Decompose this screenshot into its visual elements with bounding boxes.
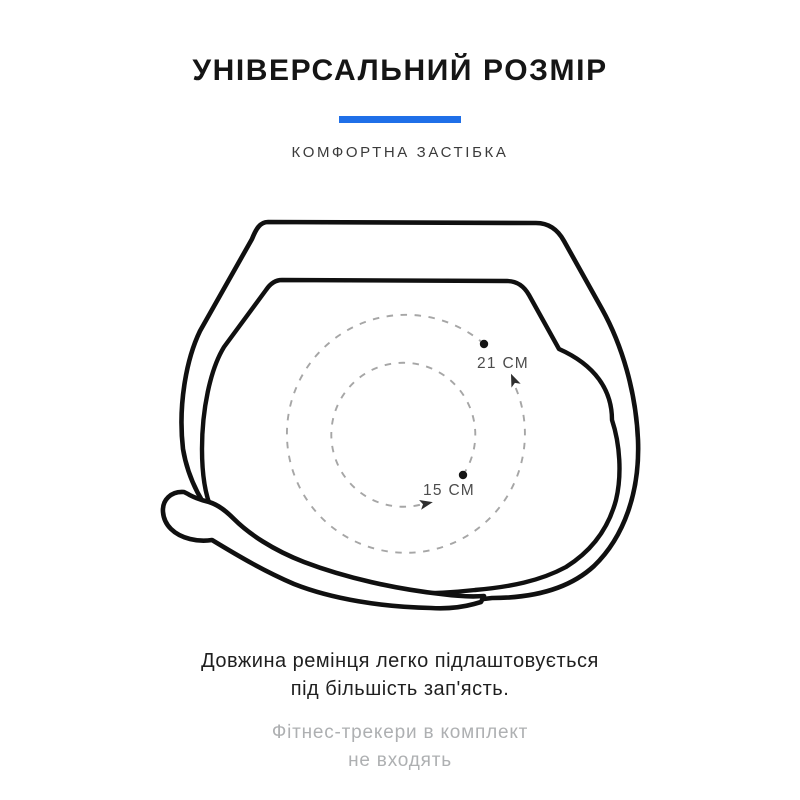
tracker-note-line1: Фітнес-трекери в комплект [271, 722, 529, 743]
outer-measure-start-dot [480, 340, 488, 348]
accent-divider [339, 116, 461, 123]
tracker-not-included-note [0, 719, 800, 775]
outer-measure-label: 21 СМ [477, 355, 529, 372]
strap-description-line1: Довжина ремінця легко підлаштовується [201, 650, 599, 672]
inner-measure-label: 15 СМ [423, 482, 475, 499]
inner-measure-start-dot [459, 471, 467, 479]
page-title: УНІВЕРСАЛЬНИЙ РОЗМІР [192, 54, 608, 87]
strap-description [0, 647, 800, 703]
strap-description-line2: під більшість зап'ясть. [290, 678, 510, 700]
page-subtitle: КОМФОРТНА ЗАСТІБКА [291, 144, 509, 161]
tracker-note-line2: не входять [348, 750, 452, 771]
